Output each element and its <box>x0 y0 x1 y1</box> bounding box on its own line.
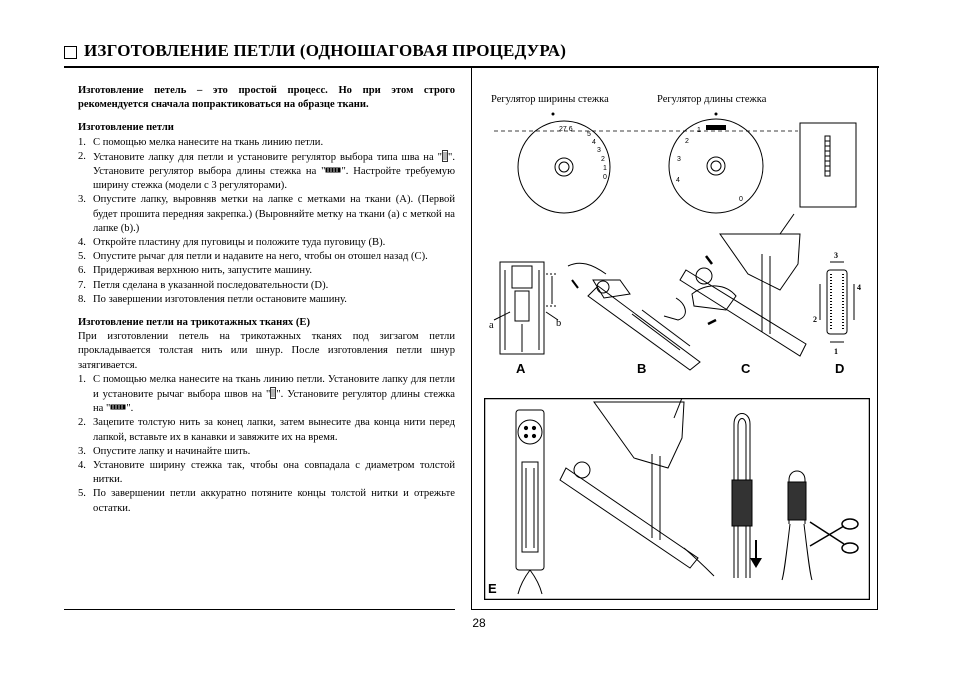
mark-b: b <box>556 318 562 329</box>
sequence-number: 3 <box>834 251 838 260</box>
width-dial-tick: 5 <box>587 131 591 138</box>
width-dial-top-marks: 27 6 <box>559 126 573 133</box>
title-checkbox-square <box>64 46 77 59</box>
panel-d-sequence <box>820 262 854 342</box>
sequence-number: 2 <box>813 315 817 324</box>
section2-intro: При изготовлении петель на трикотажных тканях под зигзагом петли прокладывается толстая нить или шнур. После изготовления петли шнур затягивается. <box>78 331 455 371</box>
page-number: 28 <box>472 616 486 630</box>
instructions-column <box>78 84 455 516</box>
width-dial-pointer-dot <box>552 113 555 116</box>
panel-e-foot-with-cord <box>516 410 544 594</box>
section1-heading: Изготовление петли <box>78 122 174 134</box>
bottom-rule <box>64 609 455 610</box>
panel-e-cord-loops <box>732 414 812 581</box>
list-item: 3. Опустите лапку и начинайте шить. <box>78 445 251 457</box>
panel-letter-a: A <box>516 361 526 376</box>
list-item: 4. Установите ширину стежка так, чтобы она совпадала с диаметром толстой нитки. <box>78 460 455 486</box>
mark-a: a <box>489 320 494 331</box>
width-dial-tick: 4 <box>592 139 596 146</box>
width-dial-tick: 1 <box>603 165 607 172</box>
list-item: 5. По завершении петли аккуратно потяните концы толстой нитки и отрежьте остатки. <box>78 488 455 514</box>
section2-steps <box>78 373 455 516</box>
list-item: 1. С помощью мелка нанесите на ткань линию петли. <box>78 136 324 148</box>
panel-letter-c: C <box>741 361 751 376</box>
list-item: 1. С помощью мелка нанесите на ткань линию петли. Установите лапку для петли и установите рычаг выбора швов на " ". Установите регулятор длины стежка на " ". <box>78 373 455 415</box>
section1-steps <box>78 136 455 307</box>
list-item: 7. Петля сделана в указанной последовательности (D). <box>78 279 329 291</box>
panel-letter-b: B <box>637 361 647 376</box>
length-dial-tick: 2 <box>685 138 689 145</box>
stitch-length-icon <box>325 166 341 174</box>
list-item: 5. Опустите рычаг для петли и надавите на него, чтобы он отошел назад (C). <box>78 251 428 263</box>
panel-letter-d: D <box>835 361 845 376</box>
list-item: 6. Придерживая верхнюю нить, запустите машину. <box>78 265 312 277</box>
stitch-length-icon <box>110 403 126 411</box>
width-dial <box>518 121 610 213</box>
width-dial-tick: 0 <box>603 174 607 181</box>
illustration-panel-e <box>484 398 870 600</box>
length-dial-zero: 0 <box>739 196 743 203</box>
length-dial-tick: 4 <box>676 177 680 184</box>
width-dial-label: Регулятор ширины стежка <box>491 94 609 105</box>
panel-e-machine <box>560 398 714 576</box>
list-item: 2. Зацепите толстую нить за конец лапки, затем вынесите два конца нити перед лапкой, вставьте их в канавки и завяжите их на время. <box>78 417 455 443</box>
length-dial-pointer-dot <box>715 113 718 116</box>
list-item: 3. Опустите лапку, выровняв метки на лапке с метками на ткани (A). (Первой будет прошита передняя закрепка.) (Выровняйте метку на ткани (a) с меткой на лапке (b).) <box>78 194 455 234</box>
list-item: 4. Откройте пластину для пуговицы и положите туда пуговицу (B). <box>78 237 386 249</box>
length-dial-label: Регулятор длины стежка <box>657 94 767 105</box>
length-dial <box>669 119 763 213</box>
length-dial-tick: 3 <box>677 156 681 163</box>
list-item: 2. Установите лапку для петли и установите регулятор выбора типа шва на " ". Установите регулятор выбора длины стежка на " ". Настройте требуемую ширину стежка (модели с 3 регуляторами). <box>78 150 455 192</box>
panel-letter-e: E <box>488 581 497 596</box>
sequence-number: 1 <box>834 347 838 356</box>
section2-heading: Изготовление петли на трикотажных тканях (E) <box>78 317 311 329</box>
length-dial-tick: 1 <box>697 127 701 134</box>
scissors-icon <box>810 519 858 553</box>
illustration-dials-and-steps <box>480 84 875 384</box>
sequence-number: 4 <box>857 283 861 292</box>
width-dial-tick: 3 <box>597 147 601 154</box>
panel-c-lever <box>680 214 806 356</box>
width-dial-tick: 2 <box>601 156 605 163</box>
panel-a-presser-foot <box>494 262 558 354</box>
list-item: 8. По завершении изготовления петли остановите машину. <box>78 293 347 305</box>
buttonhole-pattern-box <box>800 123 856 207</box>
length-dial-buttonhole-mark <box>706 125 726 130</box>
intro-paragraph: Изготовление петель – это простой процесс. Но при этом строго рекомендуется сначала попрактиковаться на образце ткани. <box>78 85 455 111</box>
down-arrow-icon <box>750 540 762 568</box>
page-title: ИЗГОТОВЛЕНИЕ ПЕТЛИ (ОДНОШАГОВАЯ ПРОЦЕДУРА) <box>84 41 567 60</box>
